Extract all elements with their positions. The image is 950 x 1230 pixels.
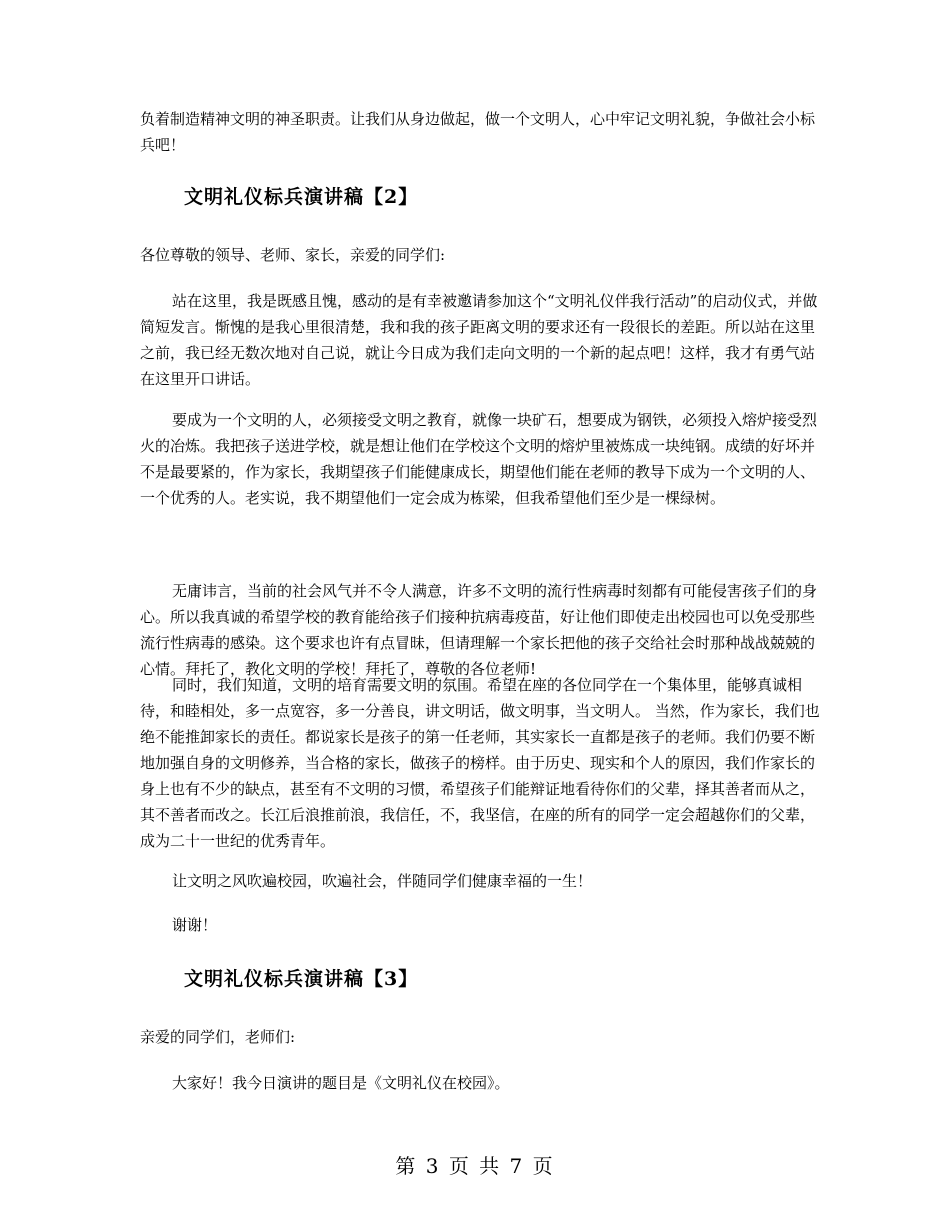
paragraph-4: 同时，我们知道，文明的培育需要文明的氛围。希望在座的各位同学在一个集体里，能够真诚相待，和睦相处，多一点宽容，多一分善良，讲文明话，做文明事，当文明人。 当然，作为家长，我们也绝不能推卸家长的责任。都说家长是孩子的第一任老师，其实家长一直都是孩子的老师。我们仍要不断地加强自身的文明修养，当合格的家长，做孩子的榜样。由于历史、现实和个人的原因，我们作家长的身上也有不少的缺点，甚至有不文明的习惯，希望孩子们能辩证地看待你们的父辈，择其善者而从之，其不善者而改之。长江后浪推前浪，我信任，不，我坚信，在座的所有的同学一定会超越你们的父辈，成为二十一世纪的优秀青年。: [140, 676, 820, 850]
paragraph-1: 站在这里，我是既感且愧，感动的是有幸被邀请参加这个“文明礼仪伴我行活动”的启动仪式，并做简短发言。惭愧的是我心里很清楚，我和我的孩子距离文明的要求还有一段很长的差距。所以站在这里之前，我已经无数次地对自己说，就让今日成为我们走向文明的一个新的起点吧！这样，我才有勇气站在这里开口讲话。: [140, 292, 818, 388]
section-heading-3: 文明礼仪标兵演讲稿【3】: [184, 968, 419, 990]
salutation-3: 亲爱的同学们，老师们:: [140, 1028, 296, 1046]
paragraph-6: 谢谢！: [172, 916, 218, 934]
paragraph-2: 要成为一个文明的人，必须接受文明之教育，就像一块矿石，想要成为钢铁，必须投入熔炉接受烈火的冶炼。我把孩子送进学校，就是想让他们在学校这个文明的熔炉里被炼成一块纯钢。成绩的好坏并不是最要紧的，作为家长，我期望孩子们能健康成长，期望他们能在老师的教导下成为一个文明的人、一个优秀的人。老实说，我不期望他们一定会成为栋梁，但我希望他们至少是一棵绿树。: [140, 411, 818, 507]
paragraph-3: 无庸讳言，当前的社会风气并不令人满意，许多不文明的流行性病毒时刻都有可能侵害孩子们的身心。所以我真诚的希望学校的教育能给孩子们接种抗病毒疫苗，好让他们即使走出校园也可以免受那些流行性病毒的感染。这个要求也许有点冒昧，但请理解一个家长把他的孩子交给社会时那种战战兢兢的心情。拜托了，教化文明的学校！拜托了，尊敬的各位老师!: [140, 582, 818, 678]
salutation-2: 各位尊敬的领导、老师、家长，亲爱的同学们:: [140, 246, 446, 264]
section-heading-2: 文明礼仪标兵演讲稿【2】: [184, 186, 419, 208]
paragraph-continuation: 负着制造精神文明的神圣职责。让我们从身边做起，做一个文明人，心中牢记文明礼貌，争做社会小标兵吧！: [140, 110, 816, 154]
paragraph-5: 让文明之风吹遍校园，吹遍社会，伴随同学们健康幸福的一生！: [172, 872, 593, 890]
paragraph-7: 大家好！我今日演讲的题目是《文明礼仪在校园》。: [172, 1074, 510, 1092]
page-number-footer: 第 3 页 共 7 页: [395, 1154, 555, 1178]
